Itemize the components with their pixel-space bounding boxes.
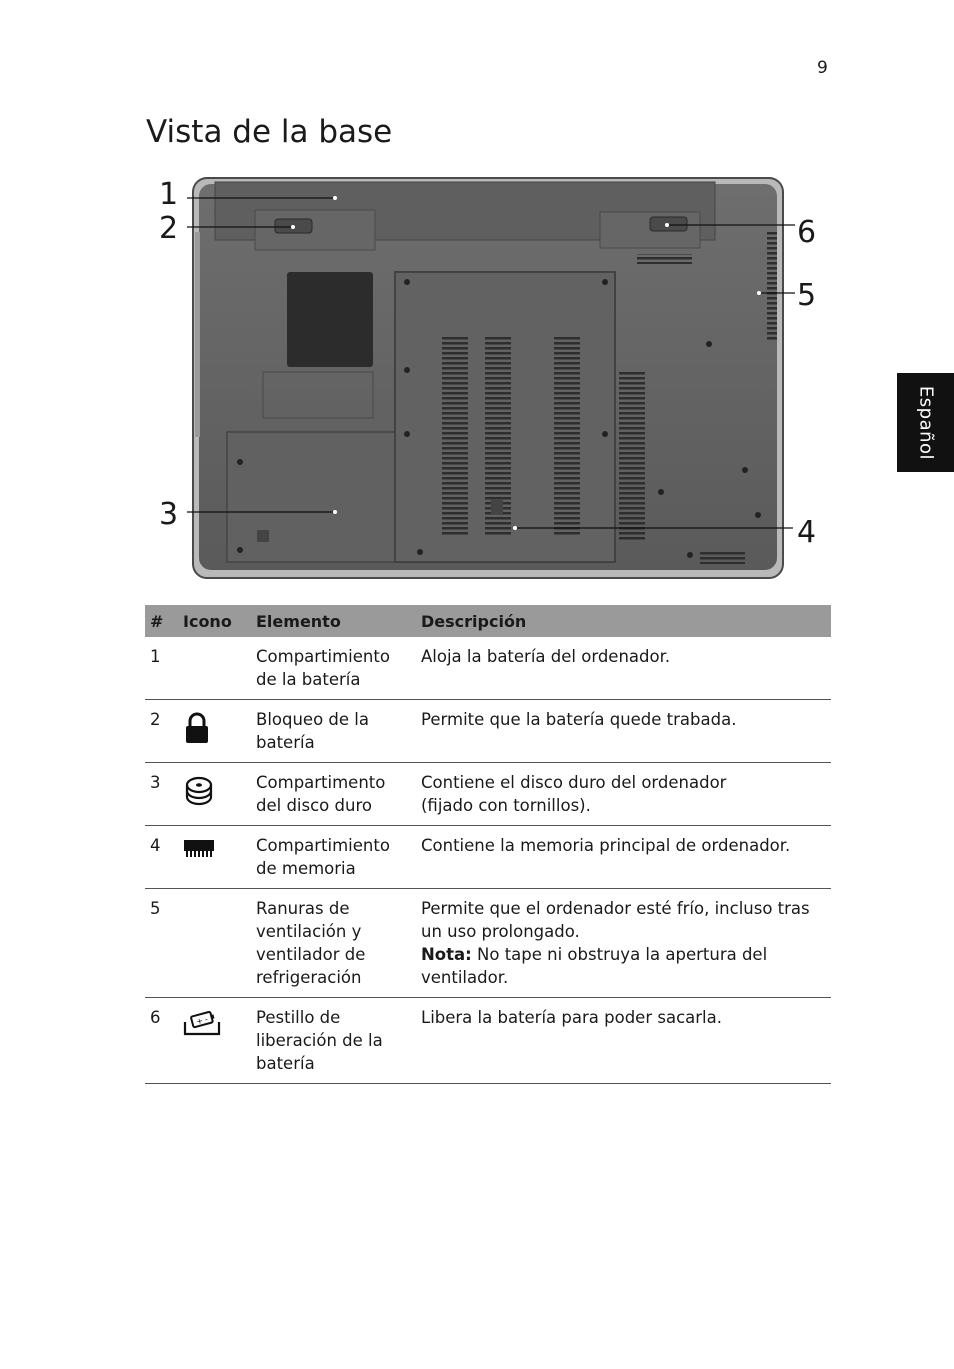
header-element: Elemento bbox=[252, 605, 417, 637]
row-icon-cell bbox=[179, 763, 252, 826]
note-label: Nota: bbox=[421, 945, 472, 964]
table-row bbox=[145, 998, 831, 1084]
memory-module-icon bbox=[183, 838, 215, 860]
table-row bbox=[145, 700, 831, 763]
row-icon-cell bbox=[179, 637, 252, 700]
row-description bbox=[417, 889, 831, 998]
callout-4: 4 bbox=[797, 515, 817, 550]
row-num: 2 bbox=[145, 700, 179, 763]
row-num: 3 bbox=[145, 763, 179, 826]
svg-text:+: + bbox=[195, 1015, 204, 1027]
table-row bbox=[145, 889, 831, 998]
row-num: 1 bbox=[145, 637, 179, 700]
language-tab bbox=[897, 373, 954, 472]
row-num: 6 bbox=[145, 998, 179, 1084]
row-icon-cell bbox=[179, 998, 252, 1084]
row-description-line: (fijado con tornillos). bbox=[421, 796, 591, 815]
row-element: Pestillo de liberación de la batería bbox=[252, 998, 417, 1084]
callout-1: 1 bbox=[159, 177, 179, 212]
page-title: Vista de la base bbox=[146, 114, 393, 150]
row-description: Contiene la memoria principal de ordenador. bbox=[417, 826, 831, 889]
header-description: Descripción bbox=[417, 605, 831, 637]
row-description: Libera la batería para poder sacarla. bbox=[417, 998, 831, 1084]
row-note bbox=[421, 943, 827, 989]
table-row bbox=[145, 763, 831, 826]
row-element: Bloqueo de la batería bbox=[252, 700, 417, 763]
callout-3: 3 bbox=[159, 497, 179, 532]
callout-6: 6 bbox=[797, 215, 817, 250]
svg-text:-: - bbox=[203, 1014, 209, 1025]
row-element: Ranuras de ventilación y ventilador de refrigeración bbox=[252, 889, 417, 998]
row-element: Compartimiento de la batería bbox=[252, 637, 417, 700]
row-icon-cell bbox=[179, 700, 252, 763]
table-row bbox=[145, 637, 831, 700]
row-description: Permite que la batería quede trabada. bbox=[417, 700, 831, 763]
row-description-line: Contiene el disco duro del ordenador bbox=[421, 773, 727, 792]
language-tab-label: Español bbox=[915, 385, 936, 460]
page-number: 9 bbox=[817, 58, 828, 78]
callout-5: 5 bbox=[797, 278, 817, 313]
row-num: 5 bbox=[145, 889, 179, 998]
row-element: Compartimento del disco duro bbox=[252, 763, 417, 826]
laptop-base-diagram bbox=[145, 172, 835, 587]
battery-release-icon bbox=[183, 1010, 221, 1038]
lock-icon bbox=[183, 712, 211, 744]
table-row bbox=[145, 826, 831, 889]
hard-disk-icon bbox=[183, 775, 215, 807]
row-description bbox=[417, 763, 831, 826]
row-element: Compartimiento de memoria bbox=[252, 826, 417, 889]
header-num: # bbox=[145, 605, 179, 637]
header-icon: Icono bbox=[179, 605, 252, 637]
row-icon-cell bbox=[179, 889, 252, 998]
callout-2: 2 bbox=[159, 211, 179, 246]
side-vents bbox=[767, 230, 777, 340]
row-description: Aloja la batería del ordenador. bbox=[417, 637, 831, 700]
row-num: 4 bbox=[145, 826, 179, 889]
table-header-row bbox=[145, 605, 831, 637]
row-icon-cell bbox=[179, 826, 252, 889]
note-text: No tape ni obstruya la apertura del ventilador. bbox=[421, 945, 768, 987]
row-description-text: Permite que el ordenador esté frío, incluso tras un uso prolongado. bbox=[421, 899, 810, 941]
components-table bbox=[145, 605, 831, 1084]
